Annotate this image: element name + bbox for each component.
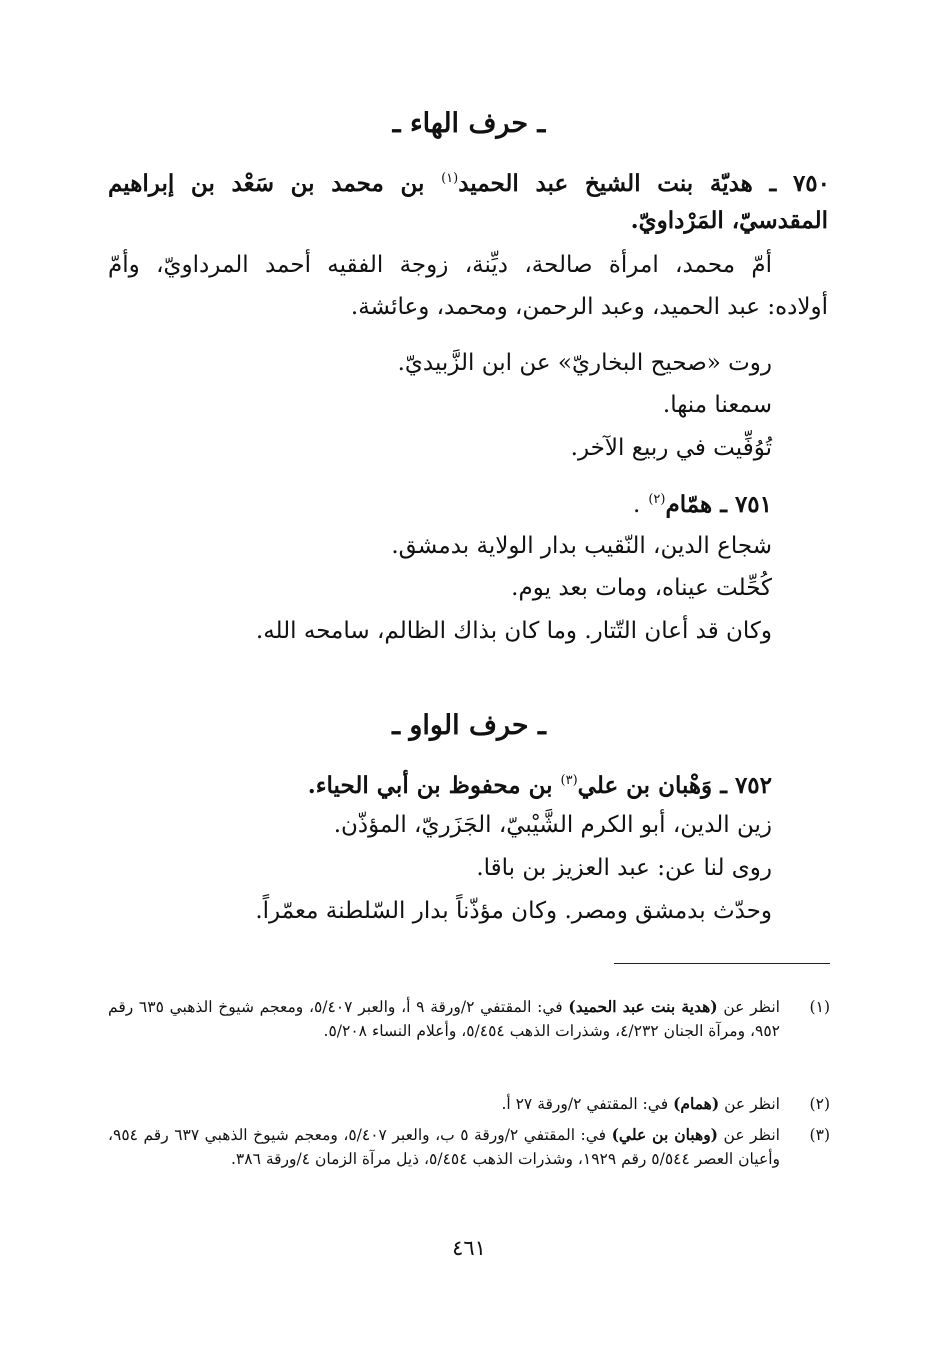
- footnote-2: [108, 1092, 830, 1116]
- footnote-2-subject: (همام): [673, 1094, 720, 1113]
- footnote-1-subject: (هدية بنت عبد الحميد): [568, 997, 718, 1016]
- entry-751-para-1: شجاع الدين، النّقيب بدار الولاية بدمشق.: [391, 533, 772, 559]
- footnote-ref-2: (٢): [648, 492, 666, 507]
- page-number: ٤٦١: [452, 1236, 486, 1260]
- entry-750-para-5: تُوُفِّيت في ربيع الآخر.: [570, 435, 772, 461]
- footnote-ref-1: (١): [441, 171, 459, 186]
- entry-752-para-3: وحدّث بدمشق ومصر. وكان مؤذّناً بدار السّلطنة معمّراً.: [255, 898, 772, 924]
- footnote-1-number: (١): [809, 998, 830, 1016]
- footnote-2-body: [108, 1092, 780, 1116]
- entry-752-para-2: روى لنا عن: عبد العزيز بن باقا.: [476, 855, 772, 881]
- footnote-3-lead: انظر عن: [723, 1126, 780, 1144]
- entry-750-para-3: روت «صحيح البخاريّ» عن ابن الزَّبيديّ.: [397, 350, 772, 376]
- entry-751-end: .: [633, 492, 641, 518]
- footnote-3-text: في: المقتفي ٢/ورقة ٥ ب، والعبر ٥/٤٠٧، ومعجم شيوخ الذهبي ٦٣٧ رقم ٩٥٤، وأعيان العصر ٥/٥٤٤ رقم ١٩٢٩، وشذرات الذهب ٥/٤٥٤، ذيل مرآة الزمان ٤/ورقة ٣٨٦.: [108, 1126, 780, 1168]
- entry-752-name: وَهْبان بن علي: [577, 772, 713, 799]
- entry-751-number: ٧٥١ ـ: [720, 491, 772, 518]
- entry-751-name: همّام: [665, 491, 713, 518]
- section-heading-waw: ـ حرف الواو ـ: [392, 710, 546, 741]
- entry-752-title: [52, 766, 772, 801]
- footnote-1-text: في: المقتفي ٢/ورقة ٩ أ، والعبر ٥/٤٠٧، ومعجم شيوخ الذهبي ٦٣٥ رقم ٩٥٢، ومرآة الجنان ٤/٢٣٢، وشذرات الذهب ٥/٤٥٤، وأعلام النساء ٥/٢٠٨.: [108, 998, 780, 1040]
- footnote-3-subject: (وهبان بن علي): [611, 1125, 719, 1144]
- entry-752-para-1: زين الدين، أبو الكرم الشَّيْبيّ، الجَزَريّ، المؤذّن.: [333, 812, 772, 838]
- footnote-separator: [614, 963, 830, 964]
- entry-750-para-2: أولاده: عبد الحميد، وعبد الرحمن، ومحمد، وعائشة.: [350, 294, 828, 320]
- footnote-2-lead: انظر عن: [724, 1095, 780, 1113]
- entry-751-title: [52, 485, 772, 520]
- entry-751-para-3: وكان قد أعان التّتار. وما كان بذاك الظالم، سامحه الله.: [255, 618, 772, 644]
- footnote-3-body: [108, 1123, 780, 1171]
- footnote-1: [108, 995, 830, 1043]
- footnote-3-number: (٣): [809, 1126, 830, 1144]
- entry-750-para-4: سمعنا منها.: [662, 392, 772, 418]
- entry-750-name-rest: بن محمد بن سَعْد بن إبراهيم: [108, 170, 425, 197]
- footnote-3: [108, 1123, 830, 1171]
- entry-752-name-rest: بن محفوظ بن أبي الحياء.: [307, 772, 553, 799]
- footnote-1-body: [108, 995, 780, 1043]
- entry-750-title: [108, 164, 830, 199]
- entry-750-number: ٧٥٠ ـ: [769, 170, 830, 197]
- entry-750-title-cont: المقدسيّ، المَرْداويّ.: [630, 207, 828, 234]
- entry-750-para-1: أمّ محمد، امرأة صالحة، ديِّنة، زوجة الفقيه أحمد المرداويّ، وأمّ: [108, 252, 772, 278]
- entry-750-name: هديّة بنت الشيخ عبد الحميد: [458, 170, 753, 197]
- footnote-ref-3: (٣): [560, 773, 578, 788]
- entry-751-para-2: كُحِّلت عيناه، ومات بعد يوم.: [511, 575, 772, 601]
- footnote-1-lead: انظر عن: [723, 998, 780, 1016]
- footnote-2-text: في: المقتفي ٢/ورقة ٢٧ أ.: [501, 1095, 669, 1113]
- section-heading-ha: ـ حرف الهاء ـ: [392, 108, 546, 139]
- footnote-2-number: (٢): [809, 1095, 830, 1113]
- entry-752-number: ٧٥٢ ـ: [720, 772, 772, 799]
